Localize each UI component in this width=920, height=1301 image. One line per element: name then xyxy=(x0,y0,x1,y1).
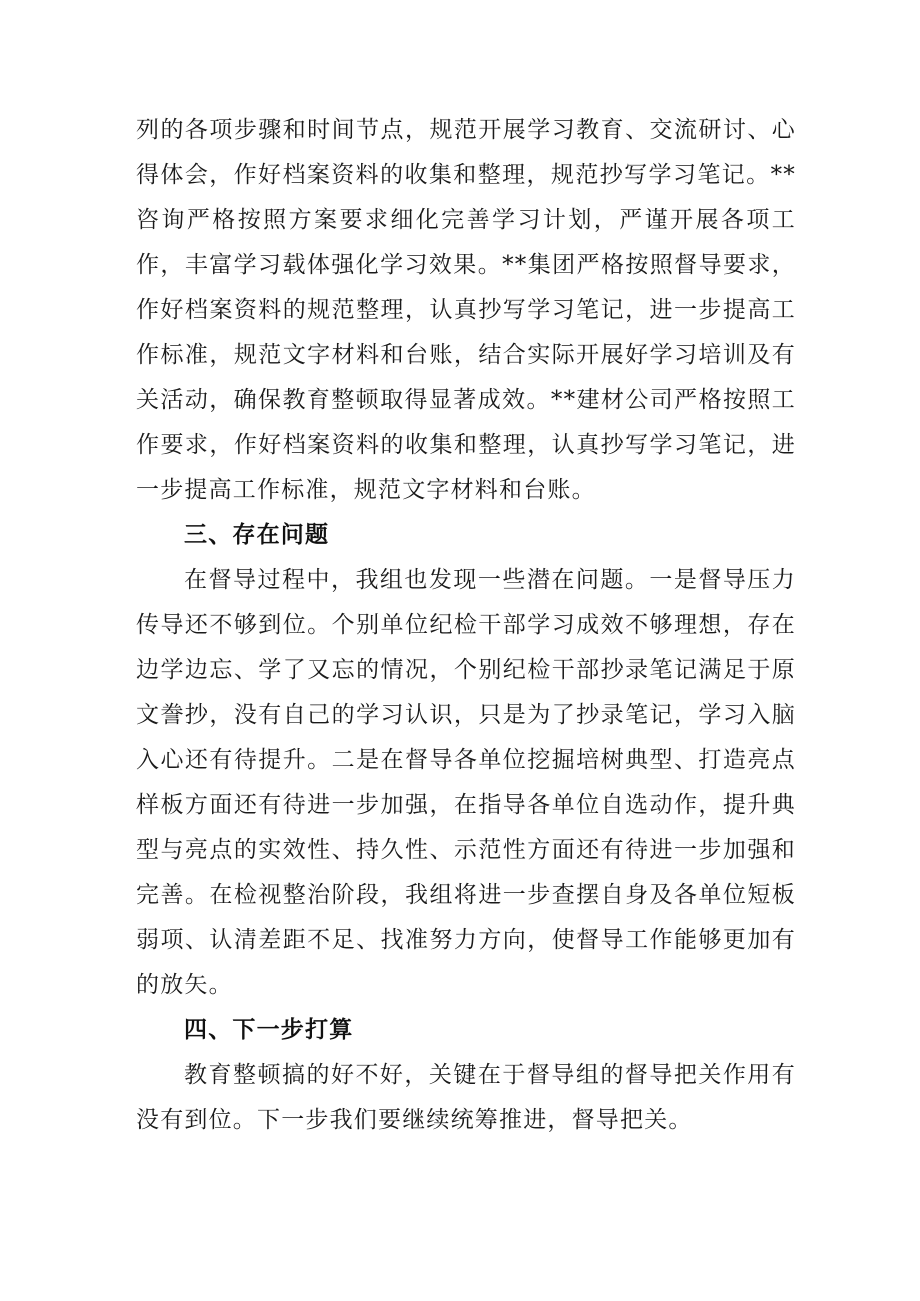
section-heading-issues: 三、存在问题 xyxy=(184,522,330,548)
paragraph-continuation: 列的各项步骤和时间节点，规范开展学习教育、交流研讨、心得体会，作好档案资料的收集和整理，规范抄写学习笔记。**咨询严格按照方案要求细化完善学习计划，严谨开展各项工作，丰富学习载体强化学习效果。**集团严格按照督导要求，作好档案资料的规范整理，认真抄写学习笔记，进一步提高工作标准，规范文字材料和台账，结合实际开展好学习培训及有关活动，确保教育整顿取得显著成效。**建材公司严格按照工作要求，作好档案资料的收集和整理，认真抄写学习笔记，进一步提高工作标准，规范文字材料和台账。 xyxy=(136,117,796,503)
section-heading-next-steps: 四、下一步打算 xyxy=(184,1017,354,1043)
paragraph-issues: 在督导过程中，我组也发现一些潜在问题。一是督导压力传导还不够到位。个别单位纪检干部学习成效不够理想，存在边学边忘、学了又忘的情况，个别纪检干部抄录笔记满足于原文誊抄，没有自己的学习认识，只是为了抄录笔记，学习入脑入心还有待提升。二是在督导各单位挖掘培树典型、打造亮点样板方面还有待进一步加强，在指导各单位自选动作，提升典型与亮点的实效性、持久性、示范性方面还有待进一步加强和完善。在检视整治阶段，我组将进一步查摆自身及各单位短板弱项、认清差距不足、找准努力方向，使督导工作能够更加有的放矢。 xyxy=(136,567,796,998)
paragraph-next-steps: 教育整顿搞的好不好，关键在于督导组的督导把关作用有没有到位。下一步我们要继续统筹推进，督导把关。 xyxy=(136,1062,796,1133)
document-body xyxy=(136,108,796,1143)
